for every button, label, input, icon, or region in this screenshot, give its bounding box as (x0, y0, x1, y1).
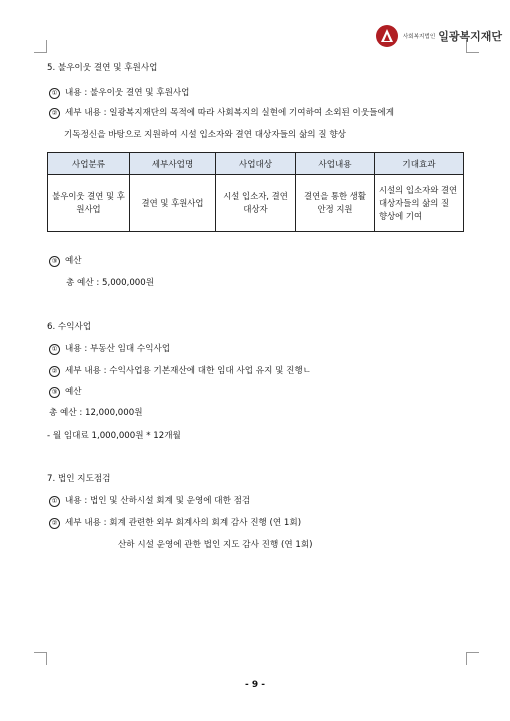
table-header: 세부사업명 (130, 153, 216, 175)
item-text: 내용 : 부동산 임대 수익사업 (65, 344, 171, 354)
table-cell: 시설 입소자, 결연 대상자 (216, 175, 296, 232)
project-table (47, 152, 464, 232)
item-number: ③ (49, 256, 60, 267)
section-5-item-2-continued: 기독정신을 바탕으로 지원하여 시설 입소자와 결연 대상자들의 삶의 질 향상 (64, 130, 346, 140)
table-header: 사업분류 (48, 153, 130, 175)
item-text: 내용 : 법인 및 산하시설 회계 및 운영에 대한 점검 (65, 496, 251, 506)
section-7-item-2 (49, 516, 301, 529)
section-6-budget-detail: - 월 임대료 1,000,000원 * 12개월 (47, 431, 181, 441)
section-7-item-1 (49, 494, 250, 507)
corner-mark-bottom-left (34, 652, 47, 665)
item-text: 예산 (65, 387, 82, 397)
section-5-title: 5. 불우이웃 결연 및 후원사업 (47, 63, 158, 73)
item-text: 세부 내용 : 수익사업용 기본재산에 대한 임대 사업 유지 및 진행ㄴ (65, 366, 312, 376)
section-6-item-3 (49, 385, 82, 398)
table-cell: 결연 및 후원사업 (130, 175, 216, 232)
section-7-title: 7. 법인 지도점검 (47, 474, 111, 484)
item-number: ① (49, 88, 60, 99)
item-text: 예산 (65, 256, 82, 266)
table-cell: 결연을 통한 생활안정 지원 (296, 175, 375, 232)
item-number: ① (49, 496, 60, 507)
section-6-title: 6. 수익사업 (47, 322, 92, 332)
item-number: ② (49, 108, 60, 119)
section-5-item-2 (49, 106, 394, 119)
section-6-item-2 (49, 364, 311, 377)
section-5-item-1 (49, 86, 189, 99)
table-header: 기대효과 (375, 153, 464, 175)
foundation-emblem-icon (375, 24, 399, 48)
item-text: 내용 : 불우이웃 결연 및 후원사업 (65, 88, 190, 98)
section-5-item-3 (49, 254, 82, 267)
logo-subtitle: 사회복지법인 (402, 34, 436, 40)
table-cell: 시설의 입소자와 결연 대상자들의 삶의 질 향상에 기여 (375, 175, 464, 232)
corner-mark-top-left (34, 40, 47, 53)
foundation-logo (375, 24, 502, 48)
item-number: ② (49, 518, 60, 529)
section-6-budget: 총 예산 : 12,000,000원 (49, 408, 143, 418)
item-number: ③ (49, 387, 60, 398)
table-cell: 불우이웃 결연 및 후원사업 (48, 175, 130, 232)
item-number: ② (49, 366, 60, 377)
page-number: - 9 - (245, 680, 265, 690)
table-header: 사업내용 (296, 153, 375, 175)
section-5-budget: 총 예산 : 5,000,000원 (66, 278, 155, 288)
section-6-item-1 (49, 342, 170, 355)
item-text: 세부 내용 : 회계 관련한 외부 회계사의 회계 감사 진행 (연 1회) (65, 518, 302, 528)
section-7-item-2-continued: 산하 시설 운영에 관한 법인 지도 감사 진행 (연 1회) (118, 540, 313, 550)
table-header-row (48, 153, 464, 175)
item-text: 세부 내용 : 일광복지재단의 목적에 따라 사회복지의 실현에 기여하여 소외된 이웃들에게 (65, 108, 395, 118)
item-number: ① (49, 344, 60, 355)
logo-title: 일광복지재단 (438, 30, 502, 43)
corner-mark-bottom-right (466, 652, 479, 665)
table-header: 사업대상 (216, 153, 296, 175)
table-row (48, 175, 464, 232)
